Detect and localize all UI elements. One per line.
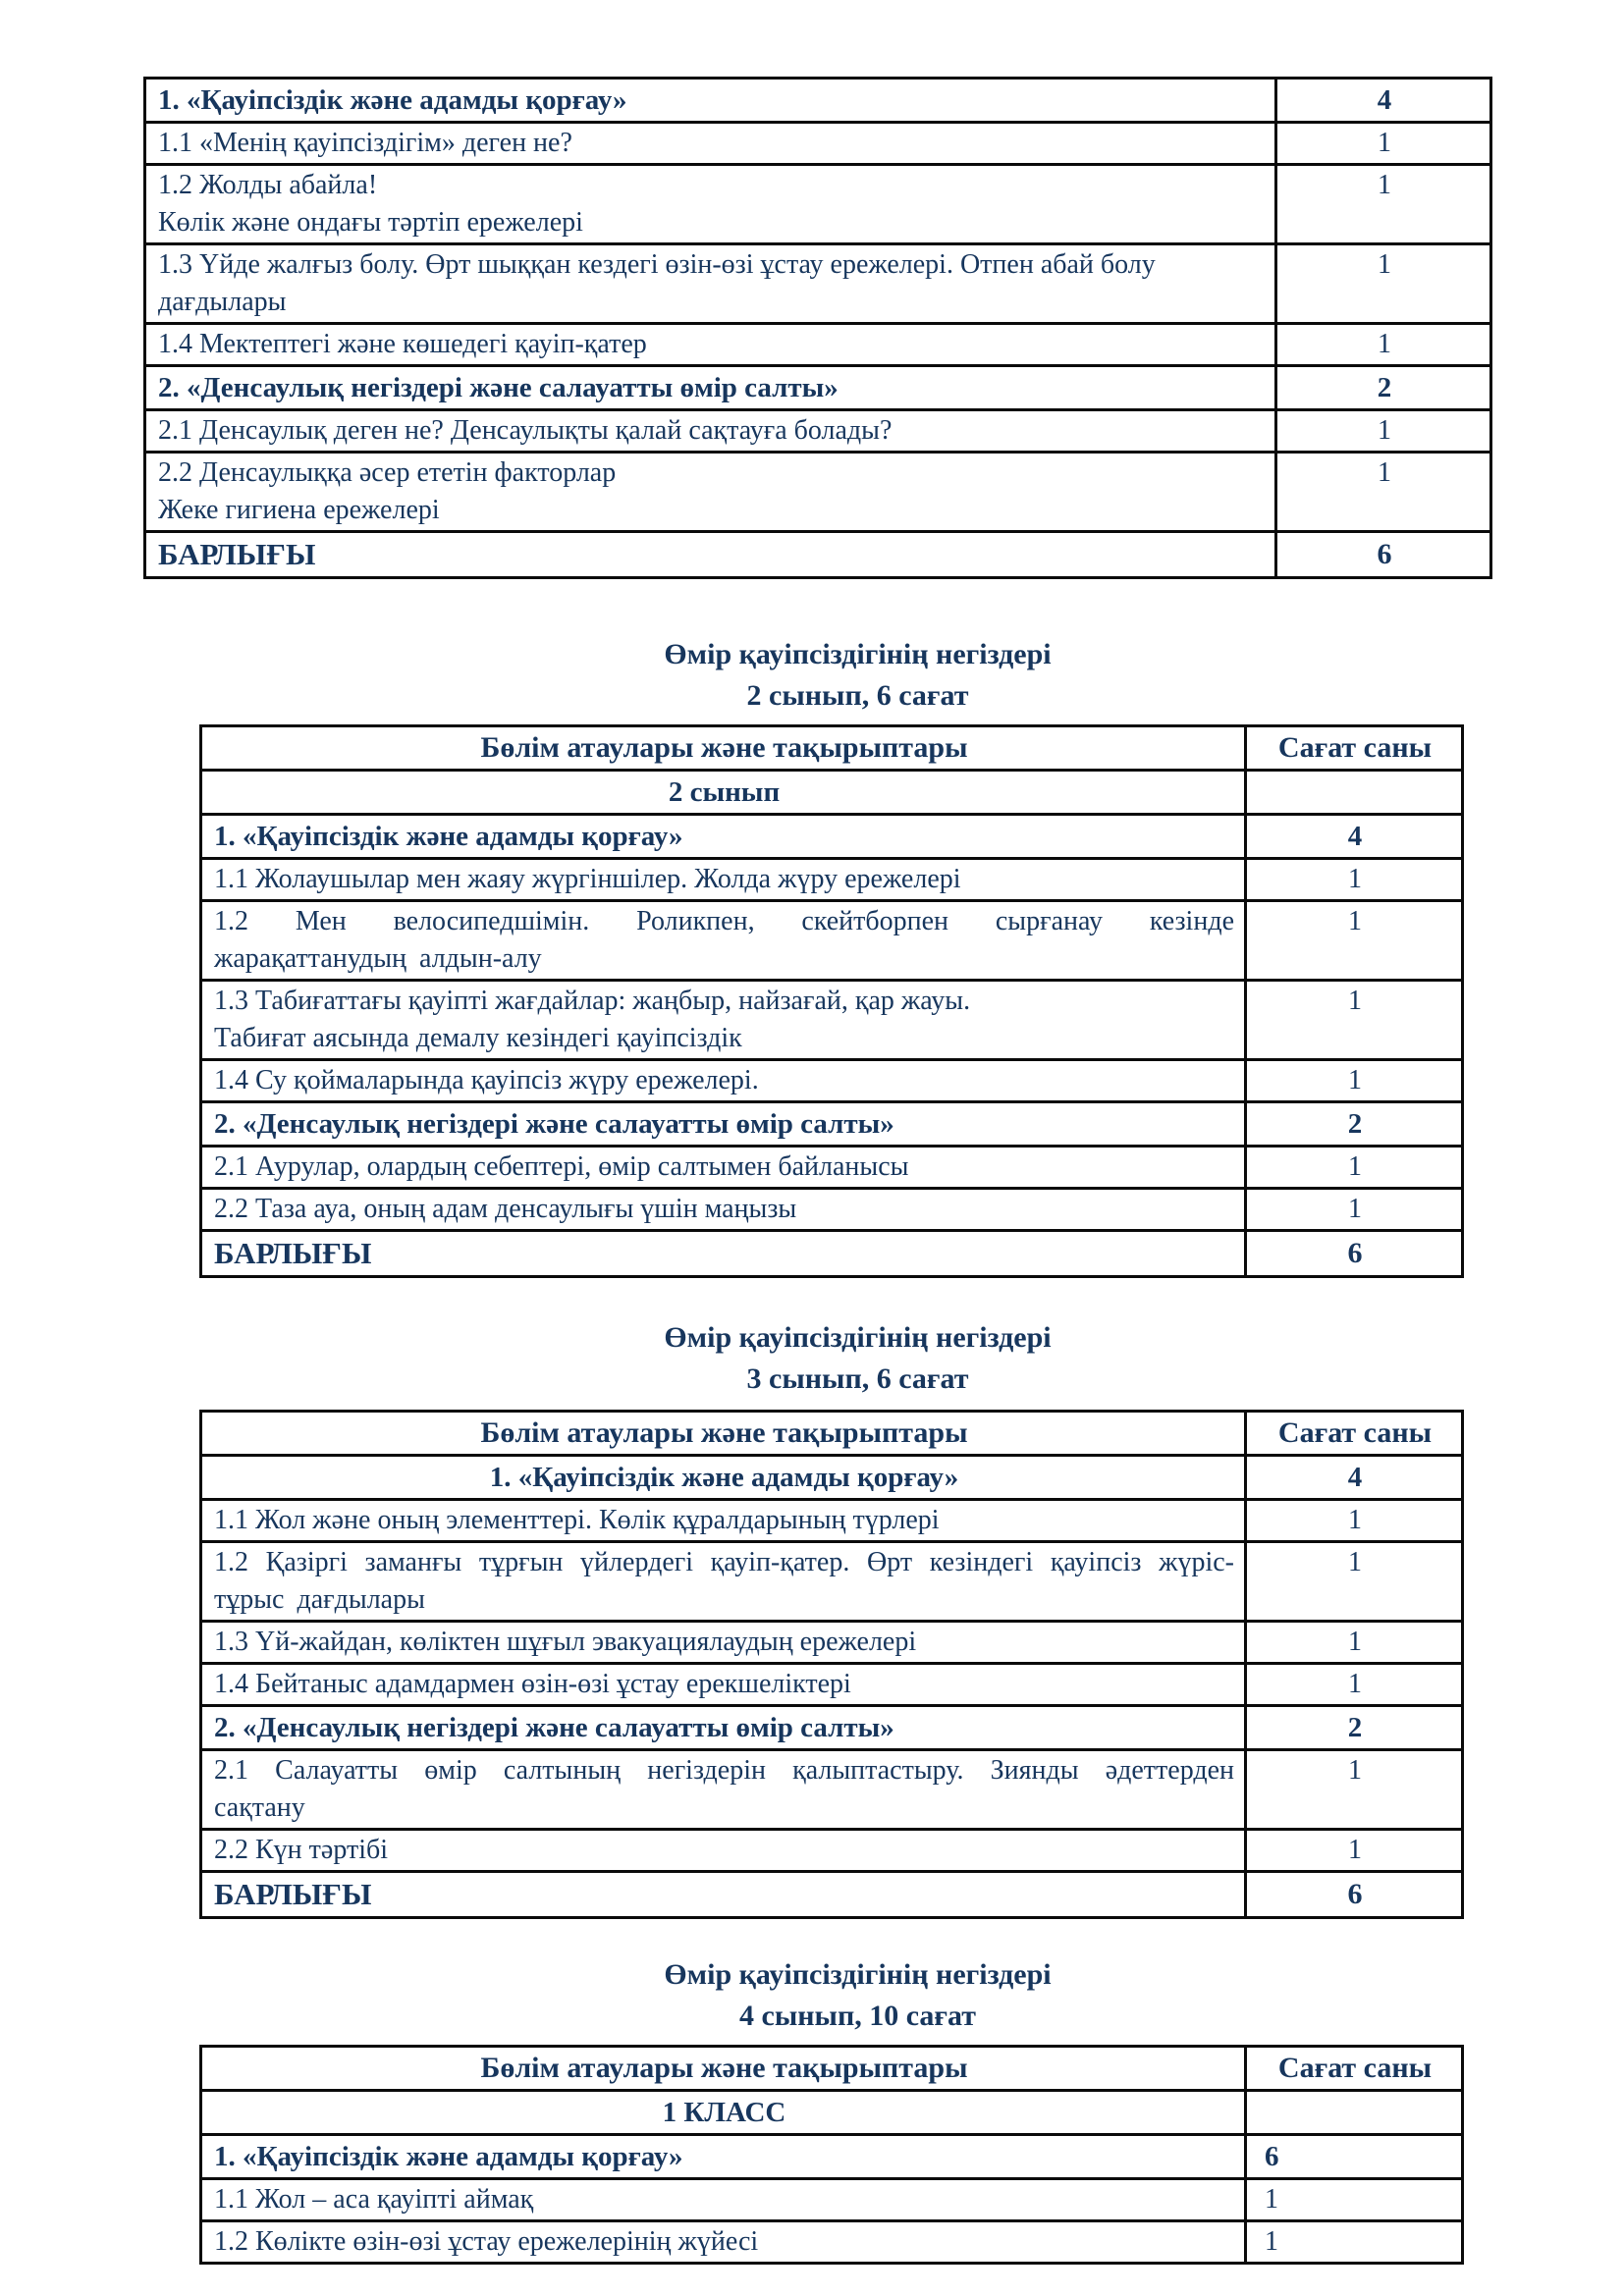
hours-cell: 4 <box>1246 1456 1463 1500</box>
curriculum-table-grade2 <box>199 724 1464 1278</box>
table-header-row <box>201 2047 1463 2091</box>
hours-cell: 1 <box>1246 2221 1463 2264</box>
topic-text: 1.2 Жолды абайла! <box>158 170 378 200</box>
topic-cell <box>145 410 1276 453</box>
heading-subtitle: 2 сынып, 6 сағат <box>746 679 969 712</box>
topic-cell <box>145 244 1276 324</box>
topic-text: 2.2 Денсаулыққа әсер ететін факторлар <box>158 457 617 488</box>
topic-cell <box>201 1102 1246 1147</box>
heading-subtitle: 3 сынып, 6 сағат <box>746 1362 969 1395</box>
topic-text: 1. «Қауіпсіздік және адамды қорғау» <box>214 821 683 852</box>
curriculum-table-grade4 <box>199 2045 1464 2265</box>
topic-text: 2.2 Күн тәртібі <box>214 1835 388 1865</box>
topic-text-line2: Көлік және ондағы тәртіп ережелері <box>158 207 583 238</box>
heading-title: Өмір қауіпсіздігінің негіздері <box>664 1958 1052 1991</box>
topic-text: 1.3 Үйде жалғыз болу. Өрт шыққан кездегі өзін-өзі ұстау ережелері. Отпен абай болу дағдылары <box>158 249 1156 317</box>
hours-cell: 1 <box>1246 859 1463 901</box>
hours-cell: 4 <box>1246 815 1463 859</box>
table-body <box>145 79 1491 578</box>
hours-cell: 1 <box>1276 165 1491 244</box>
column-header-hours: Сағат саны <box>1246 2047 1463 2091</box>
table-row <box>145 165 1491 244</box>
hours-cell: 1 <box>1276 123 1491 165</box>
topic-text: БАРЛЫҒЫ <box>214 1236 372 1270</box>
hours-cell: 1 <box>1276 453 1491 532</box>
table-row <box>201 1706 1463 1750</box>
topic-text: 2. «Денсаулық негіздері және салауатты өмір салты» <box>214 1712 894 1743</box>
heading-subtitle: 4 сынып, 10 сағат <box>739 2000 976 2032</box>
heading-title: Өмір қауіпсіздігінің негіздері <box>664 638 1052 670</box>
table-row <box>201 981 1463 1060</box>
hours-cell: 2 <box>1246 1706 1463 1750</box>
topic-text: 1.1 «Менің қауіпсіздігім» деген не? <box>158 128 572 158</box>
topic-cell <box>201 1542 1246 1622</box>
topic-text: 1.4 Мектептегі және көшедегі қауіп-қатер <box>158 329 647 359</box>
topic-text: 2. «Денсаулық негіздері және салауатты өмір салты» <box>214 1108 894 1140</box>
section-grade1-continuation <box>0 77 1624 579</box>
topic-cell <box>201 1231 1246 1277</box>
hours-cell: 1 <box>1246 1750 1463 1830</box>
topic-text: 1 КЛАСС <box>662 2097 786 2128</box>
hours-cell: 1 <box>1246 1664 1463 1706</box>
topic-text: 1.1 Жолаушылар мен жаяу жүргіншілер. Жолда жүру ережелері <box>214 864 961 894</box>
topic-cell <box>201 2221 1246 2264</box>
hours-cell <box>1246 771 1463 815</box>
table-row <box>201 1830 1463 1872</box>
table-header-row <box>201 726 1463 771</box>
column-header-topics: Бөлім атаулары және тақырыптары <box>201 1412 1246 1456</box>
table-row <box>201 1500 1463 1542</box>
table-row <box>201 1542 1463 1622</box>
table-header-row <box>201 1412 1463 1456</box>
hours-cell: 1 <box>1276 410 1491 453</box>
topic-text: БАРЛЫҒЫ <box>158 537 316 571</box>
topic-cell <box>201 1830 1246 1872</box>
topic-cell <box>201 1060 1246 1102</box>
table-body <box>201 1456 1463 1918</box>
hours-cell: 1 <box>1246 901 1463 981</box>
topic-cell <box>201 1500 1246 1542</box>
topic-cell <box>201 2091 1246 2135</box>
hours-cell: 1 <box>1246 1147 1463 1189</box>
topic-cell <box>201 901 1246 981</box>
topic-cell <box>201 2135 1246 2179</box>
hours-cell: 1 <box>1246 981 1463 1060</box>
topic-cell <box>201 1664 1246 1706</box>
table-row <box>201 859 1463 901</box>
topic-cell <box>201 981 1246 1060</box>
hours-cell: 1 <box>1246 1060 1463 1102</box>
table-row <box>201 1060 1463 1102</box>
table-row <box>145 532 1491 578</box>
topic-text: 1.3 Үй-жайдан, көліктен шұғыл эвакуациялаудың ережелері <box>214 1627 917 1657</box>
hours-cell: 6 <box>1246 2135 1463 2179</box>
section-heading <box>199 634 1461 717</box>
table-row <box>201 2135 1463 2179</box>
hours-cell: 6 <box>1246 1231 1463 1277</box>
topic-cell <box>201 2179 1246 2221</box>
curriculum-table-grade3 <box>199 1410 1464 1919</box>
topic-text: 2.1 Аурулар, олардың себептері, өмір салтымен байланысы <box>214 1151 909 1182</box>
table-row <box>201 815 1463 859</box>
column-header-hours: Сағат саны <box>1246 1412 1463 1456</box>
hours-cell: 4 <box>1276 79 1491 123</box>
table-row <box>201 1456 1463 1500</box>
table-row <box>201 2179 1463 2221</box>
table-row <box>145 366 1491 410</box>
hours-cell: 2 <box>1276 366 1491 410</box>
topic-text: 2. «Денсаулық негіздері және салауатты өмір салты» <box>158 372 839 403</box>
hours-cell: 6 <box>1246 1872 1463 1918</box>
hours-cell: 1 <box>1246 1830 1463 1872</box>
hours-cell: 1 <box>1246 1500 1463 1542</box>
topic-text: 1.2 Мен велосипедшімін. Роликпен, скейтборпен сырғанау кезінде жарақаттанудың алдын-алу <box>214 906 1234 974</box>
table-row <box>201 1231 1463 1277</box>
hours-cell <box>1246 2091 1463 2135</box>
topic-cell <box>145 165 1276 244</box>
table-row <box>201 1664 1463 1706</box>
table-row <box>145 324 1491 366</box>
section-grade3 <box>0 1317 1624 1919</box>
topic-text: 1. «Қауіпсіздік және адамды қорғау» <box>489 1462 959 1493</box>
table-row <box>201 1750 1463 1830</box>
topic-cell <box>201 1147 1246 1189</box>
topic-cell <box>145 324 1276 366</box>
topic-text-line2: Жеке гигиена ережелері <box>158 495 440 525</box>
section-grade4 <box>0 1954 1624 2265</box>
topic-text: 2.2 Таза ауа, оның адам денсаулығы үшін маңызы <box>214 1194 797 1224</box>
topic-cell <box>145 123 1276 165</box>
table-row <box>201 901 1463 981</box>
hours-cell: 1 <box>1276 244 1491 324</box>
section-heading <box>199 1954 1461 2037</box>
column-header-hours: Сағат саны <box>1246 726 1463 771</box>
topic-cell <box>201 859 1246 901</box>
table-body <box>201 2091 1463 2264</box>
topic-text: 2.1 Салауатты өмір салтының негіздерін қалыптастыру. Зиянды әдеттерден сақтану <box>214 1755 1234 1823</box>
table-row <box>201 2091 1463 2135</box>
topic-text: 1.4 Су қоймаларында қауіпсіз жүру ережелері. <box>214 1065 759 1095</box>
topic-cell <box>201 1189 1246 1231</box>
topic-cell <box>145 532 1276 578</box>
hours-cell: 1 <box>1246 1622 1463 1664</box>
topic-cell <box>201 1750 1246 1830</box>
hours-cell: 1 <box>1276 324 1491 366</box>
hours-cell: 1 <box>1246 1542 1463 1622</box>
hours-cell: 1 <box>1246 1189 1463 1231</box>
table-row <box>201 1189 1463 1231</box>
column-header-topics: Бөлім атаулары және тақырыптары <box>201 2047 1246 2091</box>
table-row <box>201 1147 1463 1189</box>
topic-cell <box>201 771 1246 815</box>
topic-text-line2: Табиғат аясында демалу кезіндегі қауіпсіздік <box>214 1023 742 1053</box>
hours-cell: 2 <box>1246 1102 1463 1147</box>
table-row <box>201 2221 1463 2264</box>
topic-cell <box>145 453 1276 532</box>
topic-cell <box>201 1872 1246 1918</box>
section-heading <box>199 1317 1461 1400</box>
curriculum-table-grade1 <box>143 77 1492 579</box>
table-row <box>145 453 1491 532</box>
topic-text: 1.2 Көлікте өзін-өзі ұстау ережелерінің жүйесі <box>214 2226 759 2257</box>
topic-text: 2 сынып <box>668 776 781 808</box>
section-grade2 <box>0 634 1624 1278</box>
hours-cell: 6 <box>1276 532 1491 578</box>
topic-text: 1.1 Жол – аса қауіпті аймақ <box>214 2184 534 2215</box>
topic-text: 1. «Қауіпсіздік және адамды қорғау» <box>214 2141 683 2172</box>
column-header-topics: Бөлім атаулары және тақырыптары <box>201 726 1246 771</box>
topic-cell <box>145 79 1276 123</box>
topic-text: 1.4 Бейтаныс адамдармен өзін-өзі ұстау ерекшеліктері <box>214 1669 851 1699</box>
topic-cell <box>145 366 1276 410</box>
topic-cell <box>201 1622 1246 1664</box>
topic-text: 2.1 Денсаулық деген не? Денсаулықты қалай сақтауға болады? <box>158 415 893 446</box>
table-row <box>201 1622 1463 1664</box>
topic-cell <box>201 1706 1246 1750</box>
table-row <box>145 410 1491 453</box>
table-row <box>145 123 1491 165</box>
hours-cell: 1 <box>1246 2179 1463 2221</box>
table-row <box>201 771 1463 815</box>
topic-cell <box>201 815 1246 859</box>
heading-title: Өмір қауіпсіздігінің негіздері <box>664 1321 1052 1354</box>
table-row <box>201 1102 1463 1147</box>
topic-text: БАРЛЫҒЫ <box>214 1877 372 1911</box>
topic-text: 1.2 Қазіргі заманғы тұрғын үйлердегі қауіп-қатер. Өрт кезіндегі қауіпсіз жүріс-тұрыс дағдылары <box>214 1547 1234 1615</box>
topic-text: 1.1 Жол және оның элементтері. Көлік құралдарының түрлері <box>214 1505 940 1535</box>
topic-text: 1.3 Табиғаттағы қауіпті жағдайлар: жаңбыр, найзағай, қар жауы. <box>214 986 971 1016</box>
table-body <box>201 771 1463 1277</box>
table-row <box>145 244 1491 324</box>
topic-text: 1. «Қауіпсіздік және адамды қорғау» <box>158 84 627 116</box>
table-row <box>145 79 1491 123</box>
topic-cell <box>201 1456 1246 1500</box>
table-row <box>201 1872 1463 1918</box>
